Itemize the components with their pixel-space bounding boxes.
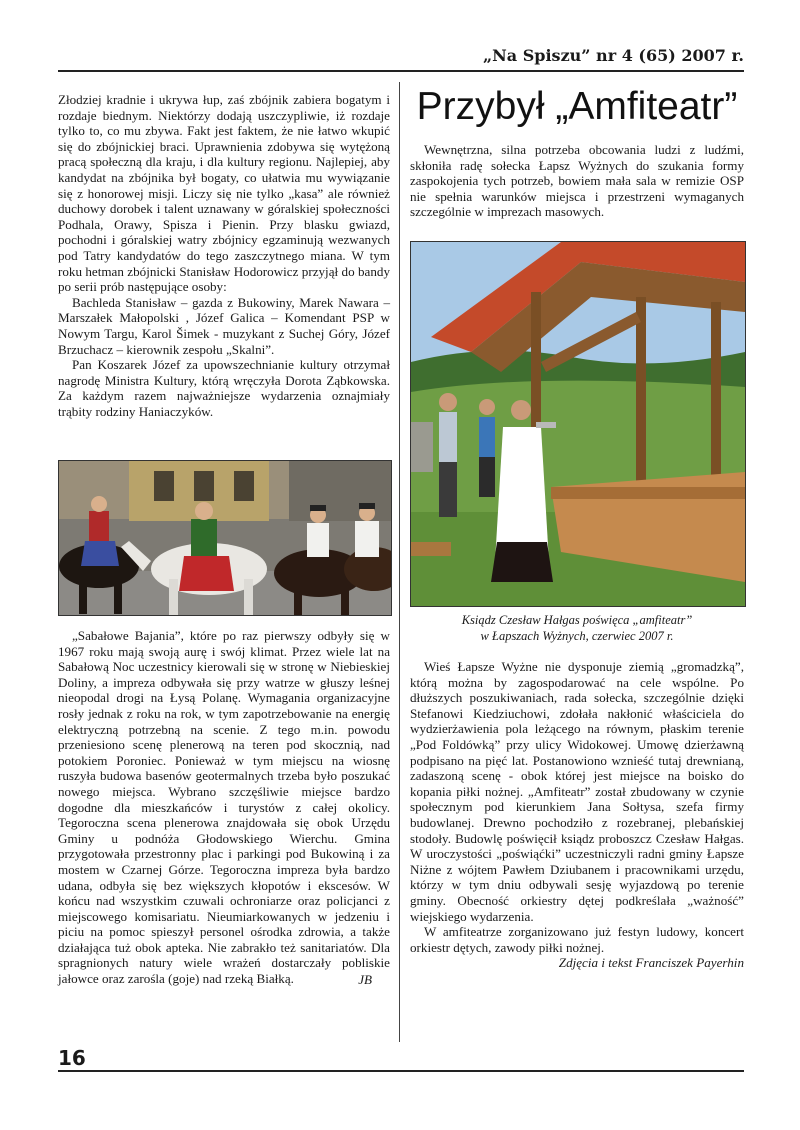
column-divider <box>399 82 400 1042</box>
right-column-body <box>410 659 744 971</box>
paragraph-award: Pan Koszarek Józef za upowszechnianie kultury otrzymał nagrodę Ministra Kultury, którą wręczyła Dorota Ząbkowska. Za każdym razem najważniejsze wydarzenia oznajmiały trąbity rodziny Haniaczyków. <box>58 357 390 419</box>
caption-line-1: Ksiądz Czesław Hałgas poświęca „amfiteatr” <box>461 613 693 627</box>
amphitheatre-photo <box>410 241 746 607</box>
page-number: 16 <box>58 1046 86 1070</box>
paragraph-sabalowe-bajania: „Sabałowe Bajania”, które po raz pierwszy odbyły się w 1967 roku mają swoją aurę i swój klimat. Przez wiele lat na Sabałową Noc uczestnicy kierowali się w stronę w Niebieskiej Doliny, a impreza odbywała się przy watrze w głuszy leśnej nieopodal drogi na Łysą Polanę. Wymagania organizacyjne rosły jednak z roku na rok, w tym zapotrzebowanie na energię elektryczną potrzebną na scenie. Z tego m.in. powodu przeniesiono scenę plenerową na teren pod skocznią, nad potokiem Poroniec. Ponieważ w tym miejscu na wiosnę ruszyła budowa basenów geotermalnych trzeba było poszukać nowego miejsca. Wybrano szczęśliwie miejsce bardzo dogodne dla mieszkańców i turystów z całej okolicy. Tegoroczna scena plenerowa znajdowała się obok Urzędu Gminy u podnóża Głodowskiego Wierchu. Gmina przygotowała przestronny plac i parkingi pod Bukowiną i za mostem w Czarnej Górze. Tegoroczna impreza była bardzo udana, odbyła się bez większych kłopotów i ekscesów. W końcu nad wszystkim czuwali ochroniarze oraz policjanci z miejscowego komisariatu. Nieumiarkowanych w jedzeniu i piciu na pomoc spieszył personel ośrodka zdrowia, a także działająca tuż obok apteka. Nie zabrakło też sanitariatów. Dla spragnionych natury wiele wrażeń dostarczały pobliskie jałowce oraz zarośla (goje) nad rzeką Białką. <box>58 628 390 987</box>
footer-rule <box>58 1070 744 1072</box>
article-title: Przybył „Amfiteatr” <box>416 85 738 128</box>
caption-line-2: w Łapszach Wyżnych, czerwiec 2007 r. <box>480 629 674 643</box>
paragraph-zbojnik: Złodziej kradnie i ukrywa łup, zaś zbójnik zabiera bogatym i rozdaje biednym. Niektórzy dodają uszczypliwie, iż rozdaje tylko to, co mu zbywa. Fakt jest faktem, że nie łatwo wkupić się do zbójnickiej braci. Uprawnienia zdobywa się wytężoną pracą społeczną dla kraju, i dla kultury regionu. Najlepiej, aby kandydat na zbójnika był bogaty, co ułatwia mu wywiązanie się z honorowej misji. Liczy się nie tylko „kasa” ale również duchowy dorobek i talent uznawany w góralskiej społeczności Podhala, Orawy, Spisza i Pienin. Przy blasku gwiazd, pochodni i góralskiej watry zbójnicy egzaminują wezwanych pod Tatry kandydatów do tego zaszczytnego miana. W tym roku hetman zbójnicki Stanisław Hodorowicz przyjął do bandy po serii prób następujące osoby: <box>58 92 390 295</box>
left-column-bottom <box>58 628 390 987</box>
horse-riders-photo <box>58 460 392 616</box>
author-signature-right: Zdjęcia i tekst Franciszek Payerhin <box>558 955 744 971</box>
paragraph-events: W amfiteatrze zorganizowano już festyn ludowy, koncert orkiestr dętych, zawody piłki nożnej. <box>410 924 744 955</box>
paragraph-list-of-members: Bachleda Stanisław – gazda z Bukowiny, Marek Nawara – Marszałek Małopolski , Józef Galica – Komendant PSP w Nowym Targu, Karol Šimek - muzykant z Suchej Góry, Józef Brzuchacz – kierownik zespołu „Skalni”. <box>58 294 390 357</box>
photo-caption <box>410 612 744 644</box>
running-header: „Na Spiszu” nr 4 (65) 2007 r. <box>482 46 744 65</box>
left-column-top <box>58 92 390 419</box>
paragraph-intro: Wewnętrzna, silna potrzeba obcowania ludzi z ludźmi, skłoniła radę sołecka Łapsz Wyżnych do szukania formy zaspokojenia tych potrzeb, bowiem mała sala w remizie OSP nie spełnia warunków miejsca i przestrzeni wymaganych szczególnie w imprezach masowych. <box>410 142 744 220</box>
right-column-intro <box>410 142 744 220</box>
amphitheatre-illustration <box>411 242 745 606</box>
horse-riders-illustration <box>59 461 391 615</box>
author-signature-left: JB <box>358 971 372 987</box>
header-rule <box>58 70 744 72</box>
paragraph-land-lease: Wieś Łapsze Wyżne nie dysponuje ziemią „gromadzką”, którą można by zagospodarować na cele wspólne. Po dłuższych poszukiwaniach, rada sołecka, szczególnie dzięki Stefanowi Kiedziuchowi, zdołała nakłonić właściciela do wydzierżawienia pola leżącego na równym, płaskim terenie „Pod Foldówką” przy ulicy Widokowej. Umowę dzierżawną podpisano na pięć lat. Postanowiono wznieść tutaj drewnianą, zadaszoną scenę - obok której jest miejsce na boisko do kopania piłki nożnej. „Amfiteatr” został zbudowany w czynie społecznym pod kierunkiem Jana Sołtysa, szefa firmy budowlanej. Drewno pochodziło z rozebranej, plebańskiej stodoły. Budowlę poświęcił ksiądz proboszcz Czesław Hałgas. W uroczystości „poświąćki” uczestniczyli radni gminy Łapsze Niżne z wójtem Pawłem Dziubanem i pracownikami urzędu, którzy w tym dniu odbywali sesję wyjazdową po terenie gminy. Obecność orkiestry dętej podkreślała „ważność” wiejskiego wydarzenia. <box>410 659 744 924</box>
